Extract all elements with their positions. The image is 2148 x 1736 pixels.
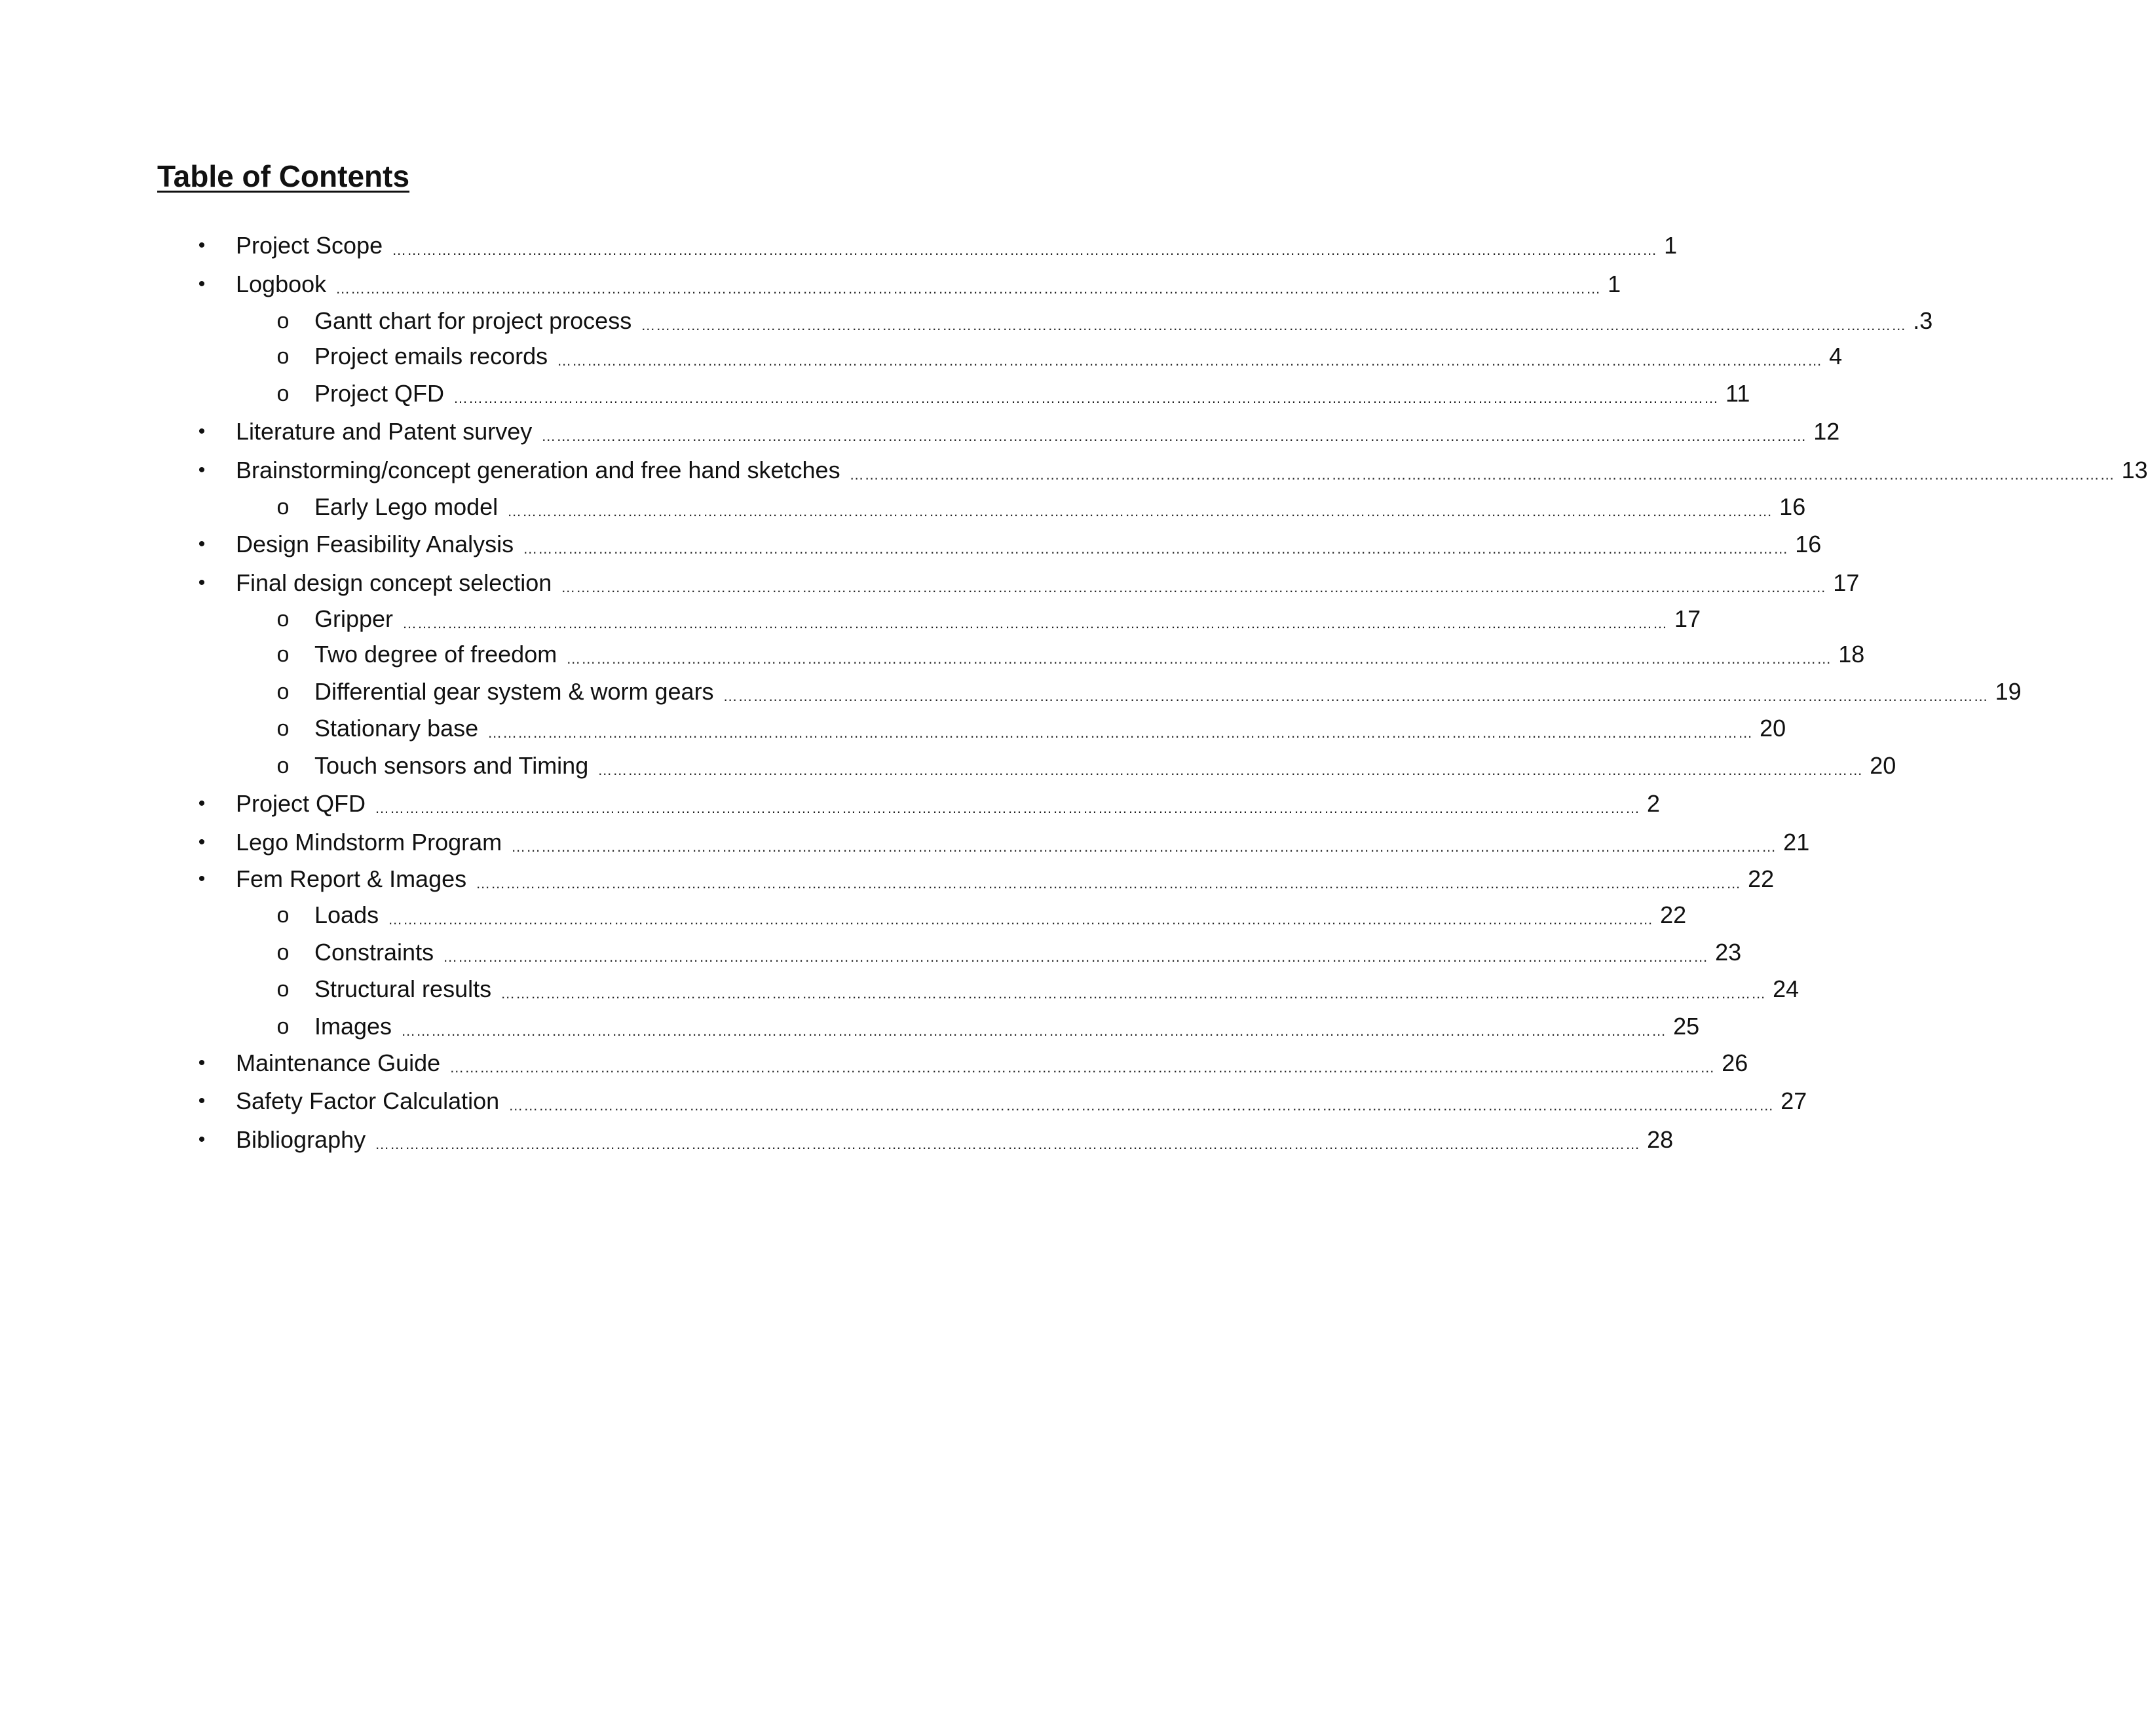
bullet-marker: • [198, 793, 206, 814]
sub-bullet-marker: o [276, 903, 290, 928]
toc-dot-leader: ……………………………………………………………………………………………………………………………………………………………………………………………………………………………… [566, 651, 1832, 667]
toc-dot-leader: ……………………………………………………………………………………………………………………………………………………………………………………………………………………………… [335, 280, 1602, 297]
toc-dot-leader: ……………………………………………………………………………………………………………………………………………………………………………………………………………………………… [523, 540, 1789, 557]
toc-entry-label: Touch sensors and Timing [314, 752, 589, 779]
bullet-marker: • [198, 235, 206, 256]
toc-entry-page-number: 17 [1833, 569, 1860, 596]
toc-entry-label: Gripper [314, 605, 394, 632]
sub-bullet-marker: o [276, 607, 290, 632]
toc-entry-label: Images [314, 1013, 392, 1040]
toc-entry[interactable] [276, 306, 1933, 336]
toc-dot-leader: ……………………………………………………………………………………………………………………………………………………………………………………………………………………………… [849, 466, 2115, 483]
toc-entry[interactable] [198, 417, 1840, 447]
toc-entry[interactable] [276, 713, 1786, 744]
toc-entry[interactable] [198, 568, 1860, 598]
toc-dot-leader: ……………………………………………………………………………………………………………………………………………………………………………………………………………………………… [723, 688, 1989, 704]
sub-bullet-marker: o [276, 716, 290, 741]
bullet-marker: • [198, 1129, 206, 1150]
toc-entry[interactable] [276, 677, 2022, 707]
toc-entry-page-number: 24 [1773, 975, 1799, 1002]
toc-entry-label: Logbook [236, 271, 327, 297]
sub-bullet-marker: o [276, 495, 290, 519]
toc-dot-leader: ……………………………………………………………………………………………………………………………………………………………………………………………………………………………… [511, 839, 1777, 855]
toc-entry-label: Final design concept selection [236, 569, 552, 596]
sub-bullet-marker: o [276, 642, 290, 667]
toc-entry-page-number: 1 [1608, 271, 1621, 297]
toc-dot-leader: ……………………………………………………………………………………………………………………………………………………………………………………………………………………………… [402, 615, 1668, 632]
bullet-marker: • [198, 1052, 206, 1074]
toc-dot-leader: ……………………………………………………………………………………………………………………………………………………………………………………………………………………………… [443, 949, 1709, 965]
toc-entry-page-number: 28 [1647, 1126, 1674, 1153]
bullet-marker: • [198, 572, 206, 594]
toc-entry[interactable] [276, 1011, 1700, 1042]
toc-entry[interactable] [276, 379, 1750, 409]
toc-entry-label: Maintenance Guide [236, 1049, 441, 1076]
toc-entry-page-number: 4 [1829, 343, 1843, 369]
toc-dot-leader: ……………………………………………………………………………………………………………………………………………………………………………………………………………………………… [388, 911, 1654, 928]
toc-entry[interactable] [198, 1125, 1674, 1155]
toc-entry-label: Early Lego model [314, 493, 499, 520]
bullet-marker: • [198, 421, 206, 442]
toc-dot-leader: ……………………………………………………………………………………………………………………………………………………………………………………………………………………………… [641, 317, 1907, 333]
bullet-marker: • [198, 868, 206, 890]
toc-entry-label: Project emails records [314, 343, 548, 369]
sub-bullet-marker: o [276, 381, 290, 406]
toc-entry-page-number: 11 [1725, 380, 1750, 407]
toc-dot-leader: ……………………………………………………………………………………………………………………………………………………………………………………………………………………………… [453, 390, 1720, 406]
toc-entry-page-number: 22 [1748, 865, 1775, 892]
toc-entry-label: Structural results [314, 975, 492, 1002]
toc-entry-page-number: 20 [1870, 752, 1896, 779]
toc-entry-page-number: 16 [1795, 531, 1822, 557]
toc-entry[interactable] [276, 900, 1687, 930]
toc-entry[interactable] [276, 341, 1843, 371]
toc-dot-leader: ……………………………………………………………………………………………………………………………………………………………………………………………………………………………… [392, 242, 1658, 258]
toc-entry[interactable] [198, 1086, 1807, 1116]
toc-entry[interactable] [198, 1048, 1748, 1078]
bullet-marker: • [198, 1090, 206, 1112]
toc-dot-leader: ……………………………………………………………………………………………………………………………………………………………………………………………………………………………… [508, 1097, 1775, 1114]
toc-dot-leader: ……………………………………………………………………………………………………………………………………………………………………………………………………………………………… [561, 579, 1827, 595]
toc-entry[interactable] [198, 269, 1621, 299]
sub-bullet-marker: o [276, 940, 290, 965]
bullet-marker: • [198, 459, 206, 481]
toc-entry-label: Lego Mindstorm Program [236, 829, 502, 856]
toc-title: Table of Contents [157, 159, 410, 193]
toc-entry-page-number: 20 [1760, 715, 1786, 742]
toc-entry-page-number: 1 [1664, 232, 1678, 259]
toc-entry-page-number: 23 [1715, 939, 1742, 966]
toc-dot-leader: ……………………………………………………………………………………………………………………………………………………………………………………………………………………………… [375, 1136, 1641, 1152]
toc-entry-label: Brainstorming/concept generation and free hand sketches [236, 457, 840, 483]
toc-entry-page-number: 26 [1722, 1049, 1748, 1076]
toc-entry[interactable] [198, 529, 1822, 559]
toc-dot-leader: ……………………………………………………………………………………………………………………………………………………………………………………………………………………………… [487, 725, 1754, 741]
toc-entry-label: Loads [314, 901, 379, 928]
toc-entry-label: Gantt chart for project process [314, 307, 632, 334]
toc-entry[interactable] [198, 827, 1810, 858]
toc-entry-page-number: 25 [1673, 1013, 1700, 1040]
toc-entry-label: Project QFD [236, 790, 366, 817]
toc-entry-page-number: 27 [1781, 1087, 1807, 1114]
toc-entry-label: Project Scope [236, 232, 383, 259]
toc-entry-label: Two degree of freedom [314, 641, 557, 668]
toc-entry[interactable] [198, 789, 1661, 819]
toc-dot-leader: ……………………………………………………………………………………………………………………………………………………………………………………………………………………………… [557, 352, 1823, 369]
toc-entry[interactable] [276, 974, 1799, 1004]
sub-bullet-marker: o [276, 977, 290, 1002]
toc-entry-page-number: 22 [1660, 901, 1687, 928]
toc-entry-page-number: 21 [1783, 829, 1810, 856]
toc-entry-page-number: 16 [1779, 493, 1806, 520]
toc-entry[interactable] [198, 231, 1678, 261]
toc-entry-page-number: .3 [1913, 307, 1933, 334]
toc-entry-label: Literature and Patent survey [236, 418, 533, 445]
toc-dot-leader: ……………………………………………………………………………………………………………………………………………………………………………………………………………………………… [375, 800, 1641, 816]
toc-entry-label: Safety Factor Calculation [236, 1087, 500, 1114]
toc-entry-label: Constraints [314, 939, 434, 966]
toc-entry-page-number: 12 [1813, 418, 1840, 445]
toc-entry-label: Fem Report & Images [236, 865, 467, 892]
toc-entry-page-number: 17 [1674, 605, 1701, 632]
sub-bullet-marker: o [276, 344, 290, 369]
toc-dot-leader: ……………………………………………………………………………………………………………………………………………………………………………………………………………………………… [507, 503, 1773, 519]
sub-bullet-marker: o [276, 679, 290, 704]
toc-dot-leader: ……………………………………………………………………………………………………………………………………………………………………………………………………………………………… [500, 985, 1767, 1002]
toc-entry-label: Project QFD [314, 380, 445, 407]
toc-entry-label: Bibliography [236, 1126, 366, 1153]
toc-entry-label: Stationary base [314, 715, 479, 742]
toc-entry[interactable] [276, 639, 1865, 670]
toc-entry[interactable] [198, 455, 2148, 485]
sub-bullet-marker: o [276, 753, 290, 778]
toc-dot-leader: ……………………………………………………………………………………………………………………………………………………………………………………………………………………………… [449, 1059, 1716, 1076]
toc-dot-leader: ……………………………………………………………………………………………………………………………………………………………………………………………………………………………… [476, 875, 1742, 892]
toc-entry-label: Design Feasibility Analysis [236, 531, 514, 557]
toc-dot-leader: ……………………………………………………………………………………………………………………………………………………………………………………………………………………………… [597, 762, 1864, 778]
toc-entry-label: Differential gear system & worm gears [314, 678, 714, 705]
sub-bullet-marker: o [276, 1014, 290, 1039]
toc-entry[interactable] [276, 751, 1896, 781]
toc-entry-page-number: 2 [1647, 790, 1661, 817]
toc-entry[interactable] [198, 864, 1775, 894]
bullet-marker: • [198, 831, 206, 853]
toc-entry-page-number: 19 [1995, 678, 2022, 705]
toc-entry[interactable] [276, 937, 1742, 968]
toc-dot-leader: ……………………………………………………………………………………………………………………………………………………………………………………………………………………………… [401, 1023, 1667, 1039]
bullet-marker: • [198, 533, 206, 555]
toc-entry-page-number: 13 [2121, 457, 2148, 483]
toc-entry[interactable] [276, 492, 1806, 522]
toc-dot-leader: ……………………………………………………………………………………………………………………………………………………………………………………………………………………………… [541, 428, 1807, 444]
toc-entry-page-number: 18 [1838, 641, 1865, 668]
sub-bullet-marker: o [276, 309, 290, 333]
bullet-marker: • [198, 273, 206, 295]
toc-entry[interactable] [276, 604, 1701, 634]
